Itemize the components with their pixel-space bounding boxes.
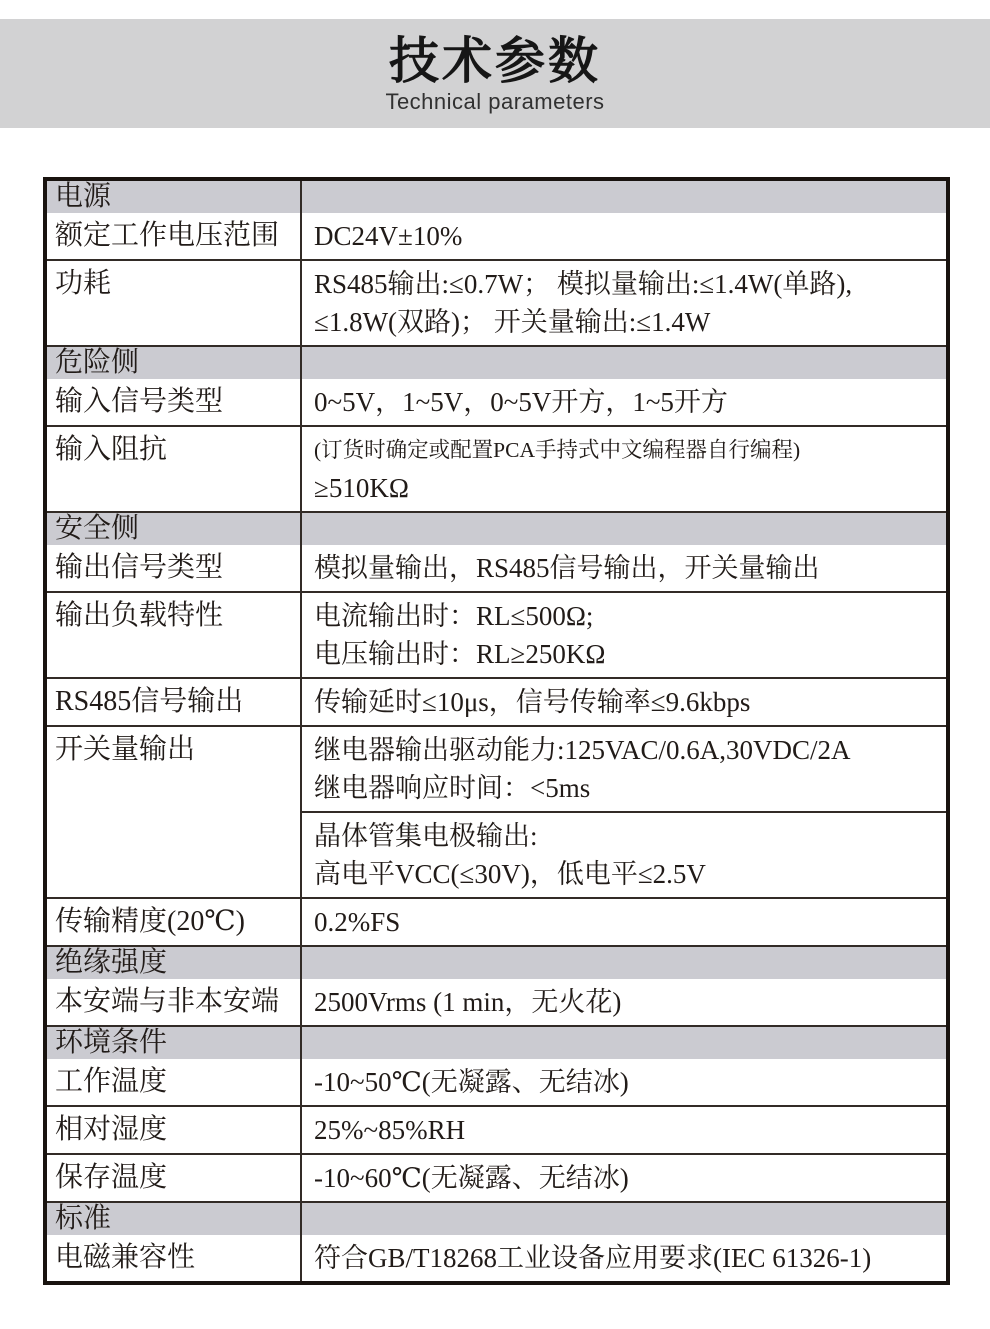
table-row	[47, 545, 946, 593]
row-label: 相对湿度	[47, 1107, 302, 1153]
row-value-block	[302, 727, 946, 811]
row-value-line: 高电平VCC(≤30V)，低电平≤2.5V	[314, 859, 706, 889]
table-row	[47, 593, 946, 679]
row-label: 电磁兼容性	[47, 1235, 302, 1281]
section-value-empty	[302, 347, 946, 379]
section-value-empty	[302, 1203, 946, 1235]
table-row	[47, 379, 946, 427]
row-value-line: 符合GB/T18268工业设备应用要求(IEC 61326-1)	[314, 1243, 872, 1273]
row-value-line: DC24V±10%	[314, 221, 463, 251]
section-row	[47, 1203, 946, 1235]
row-value-line: 电流输出时：RL≤500Ω;	[314, 601, 594, 631]
row-value-line: 模拟量输出，RS485信号输出，开关量输出	[314, 553, 820, 583]
table-row	[47, 1155, 946, 1203]
row-value	[302, 727, 946, 897]
row-value-line: 0.2%FS	[314, 907, 401, 937]
row-value	[302, 1107, 946, 1153]
section-value-empty	[302, 513, 946, 545]
section-row	[47, 1027, 946, 1059]
section-row	[47, 513, 946, 545]
row-value-line: 继电器响应时间：<5ms	[314, 773, 591, 803]
row-value	[302, 427, 946, 511]
row-value-line: 继电器输出驱动能力:125VAC/0.6A,30VDC/2A	[314, 735, 851, 765]
row-value	[302, 979, 946, 1025]
row-value-line: ≤1.8W(双路)； 开关量输出:≤1.4W	[314, 307, 711, 337]
row-label: 输入阻抗	[47, 427, 302, 511]
row-value-line: RS485输出:≤0.7W； 模拟量输出:≤1.4W(单路),	[314, 269, 853, 299]
section-value-empty	[302, 1027, 946, 1059]
row-value-line: 25%~85%RH	[314, 1115, 466, 1145]
row-value-line: 传输延时≤10μs，信号传输率≤9.6kbps	[314, 687, 751, 717]
section-row	[47, 347, 946, 379]
row-value	[302, 899, 946, 945]
section-value-empty	[302, 181, 946, 213]
section-label: 电源	[47, 181, 302, 213]
row-label: RS485信号输出	[47, 679, 302, 725]
row-label: 输入信号类型	[47, 379, 302, 425]
table-row	[47, 1107, 946, 1155]
row-value	[302, 1059, 946, 1105]
row-label: 传输精度(20℃)	[47, 899, 302, 945]
section-label: 绝缘强度	[47, 947, 302, 979]
table-row	[47, 261, 946, 347]
row-value-line: 0~5V，1~5V，0~5V开方，1~5开方	[314, 387, 728, 417]
row-label: 工作温度	[47, 1059, 302, 1105]
section-label: 危险侧	[47, 347, 302, 379]
table-row	[47, 427, 946, 513]
row-value	[302, 213, 946, 259]
row-label: 功耗	[47, 261, 302, 345]
row-value	[302, 261, 946, 345]
section-row	[47, 181, 946, 213]
row-value-block	[302, 811, 946, 897]
row-label: 输出负载特性	[47, 593, 302, 677]
table-row	[47, 899, 946, 947]
row-value-line: (订货时确定或配置PCA手持式中文编程器自行编程)	[314, 438, 801, 462]
section-row	[47, 947, 946, 979]
row-value-line: -10~50℃(无凝露、无结冰)	[314, 1067, 629, 1097]
table-row	[47, 727, 946, 899]
table-row	[47, 679, 946, 727]
row-value	[302, 545, 946, 591]
table-row	[47, 1235, 946, 1281]
row-value	[302, 679, 946, 725]
table-row	[47, 979, 946, 1027]
row-value-line: -10~60℃(无凝露、无结冰)	[314, 1163, 629, 1193]
table-row	[47, 213, 946, 261]
row-label: 输出信号类型	[47, 545, 302, 591]
section-label: 环境条件	[47, 1027, 302, 1059]
section-value-empty	[302, 947, 946, 979]
row-value-line: 2500Vrms (1 min，无火花)	[314, 987, 622, 1017]
row-value	[302, 1155, 946, 1201]
row-label: 开关量输出	[47, 727, 302, 897]
row-value	[302, 593, 946, 677]
row-value-line: 晶体管集电极输出:	[314, 821, 538, 851]
section-label: 安全侧	[47, 513, 302, 545]
section-label: 标准	[47, 1203, 302, 1235]
row-label: 额定工作电压范围	[47, 213, 302, 259]
row-label: 本安端与非本安端	[47, 979, 302, 1025]
table-row	[47, 1059, 946, 1107]
row-label: 保存温度	[47, 1155, 302, 1201]
page-title: 技术参数	[389, 33, 601, 89]
page-subtitle: Technical parameters	[385, 89, 605, 114]
row-value-line: ≥510KΩ	[314, 473, 409, 503]
row-value	[302, 379, 946, 425]
row-value	[302, 1235, 946, 1281]
technical-parameters-table	[43, 177, 950, 1285]
row-value-line: 电压输出时：RL≥250KΩ	[314, 639, 606, 669]
header-band	[0, 19, 990, 128]
